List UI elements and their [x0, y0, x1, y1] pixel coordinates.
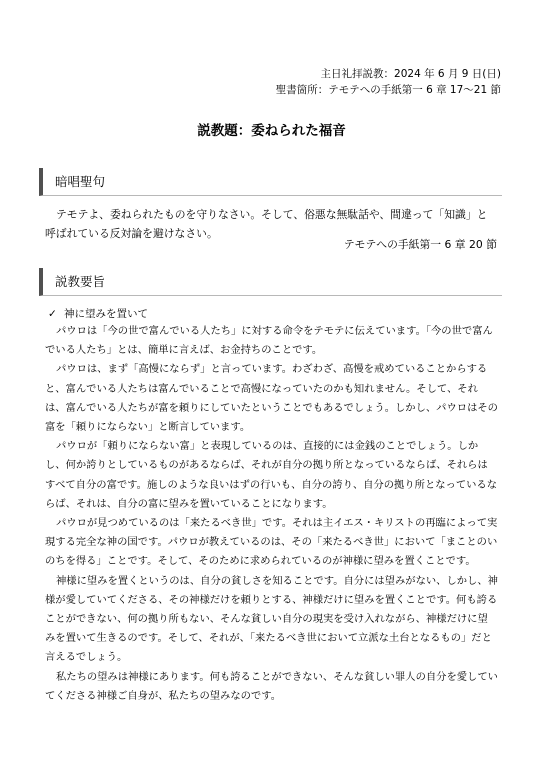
sermon-paragraph: 私たちの望みは神様にあります。何も誇ることができない、そんな貧しい罪人の自分を愛していてくださる神様ご自身が、私たちの望みなのです。 [45, 670, 498, 702]
document-meta [276, 66, 501, 98]
sermon-summary-heading [39, 268, 502, 296]
sermon-point [48, 307, 148, 321]
sermon-summary-heading-label: 説教要旨 [55, 274, 106, 289]
scripture-reference-line: 聖書箇所：テモテへの手紙第一 6 章 17～21 節 [275, 84, 501, 96]
sermon-title: 説教題：委ねられた福音 [197, 123, 346, 139]
memory-verse-text: テモテよ、委ねられたものを守りなさい。そして、俗悪な無駄話や、間違って「知識」と呼ばれている反対論を避けなさい。 [45, 208, 488, 240]
sermon-paragraph: パウロが見つめているのは「来たるべき世」です。それは主イエス・キリストの再臨によって実現する完全な神の国です。パウロが教えているのは、その「来たるべき世」において「まことのいのちを得る」ことです。そして、そのために求められているのが神様に望みを置くことです。 [45, 517, 498, 568]
memory-verse-reference: テモテへの手紙第一 6 章 20 節 [343, 238, 497, 251]
sermon-body [45, 322, 498, 706]
verse-section-heading [39, 168, 502, 196]
sermon-paragraph: パウロが「頼りにならない富」と表現しているのは、直接的には金銭のことでしょう。しかし、何か誇りとしているものがあるならば、それが自分の拠り所となっているならば、それらはすべて自分の富です。施しのような良いはずの行いも、自分の誇り、自分の拠り所となっているならば、それは、自分の富に望みを置いていることになります。 [45, 440, 498, 510]
check-icon: ✓ [48, 308, 57, 320]
sermon-point-title: 神に望みを置いて [64, 308, 148, 320]
sermon-paragraph: 神様に望みを置くというのは、自分の貧しさを知ることです。自分には望みがない、しかし、神様が愛していてくださる、その神様だけを頼りとする、神様だけに望みを置くことです。何も誇ることができない、何の拠り所もない、そんな貧しい自分の現実を受け入れながら、神様だけに望みを置いて生きるのです。そして、それが、「来たるべき世において立派な土台となるもの」だと言えるでしょう。 [45, 574, 498, 664]
sermon-paragraph: パウロは「今の世で富んでいる人たち」に対する命令をテモテに伝えています。「今の世で富んでいる人たち」とは、簡単に言えば、お金持ちのことです。 [45, 325, 493, 357]
verse-section-heading-label: 暗唱聖句 [55, 174, 106, 189]
service-date-line: 主日礼拝説教：2024 年 6 月 9 日(日) [320, 68, 501, 80]
sermon-paragraph: パウロは、まず「高慢にならず」と言っています。わざわざ、高慢を戒めていることからすると、富んでいる人たちは富んでいることで高慢になっていたのかも知れません。そして、それは、富んでいる人たちが富を頼りにしていたということでもあるでしょう。しかし、パウロはその富を「頼りにならない」と断言しています。 [45, 363, 498, 434]
